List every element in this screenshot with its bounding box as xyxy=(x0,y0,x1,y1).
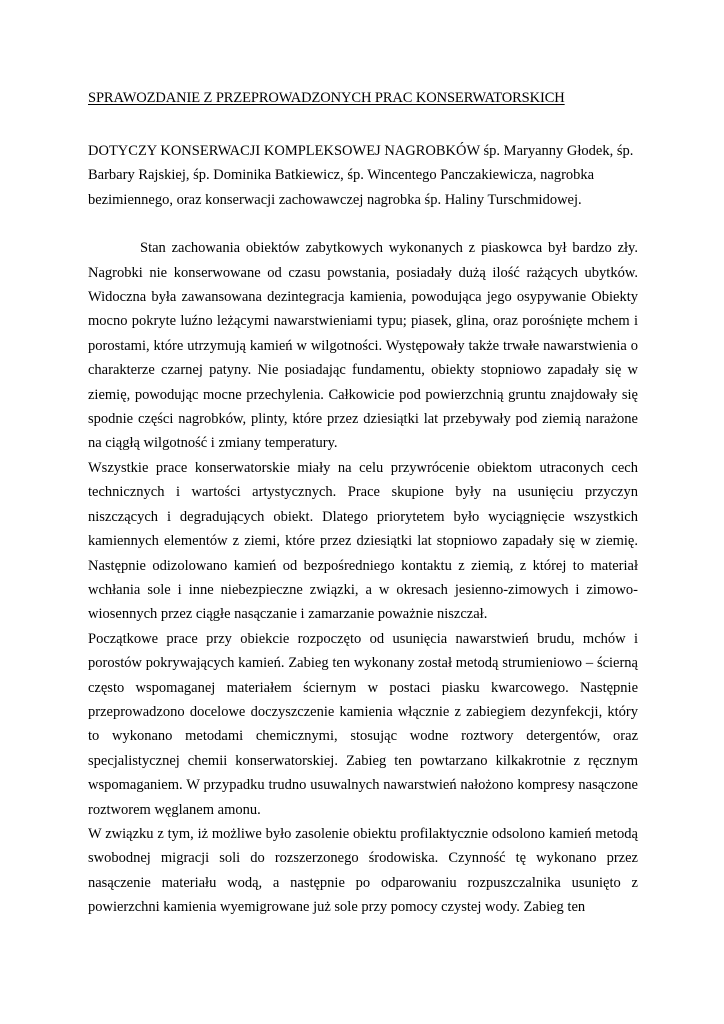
paragraph-goals: Wszystkie prace konserwatorskie miały na celu przywrócenie obiektom utraconych cech technicznych i wartości artystycznych. Prace skupione były na usunięciu przyczyn niszczących i degradujących obiekt. Dlatego priorytetem było wyciągnięcie wszystkich kamiennych elementów z ziemi, które przez dziesiątki lat stopniowo zapadały się w ziemię. Następnie odizolowano kamień od bezpośredniego kontaktu z ziemią, z której to materiał wchłania sole i inne niebezpieczne związki, a w okresach jesienno-zimowych i zimowo-wiosennych przez ciągłe nasączanie i zamarzanie poważnie niszczał. xyxy=(88,459,638,623)
document-body xyxy=(88,236,638,919)
paragraph-condition: Stan zachowania obiektów zabytkowych wykonanych z piaskowca był bardzo zły. Nagrobki nie konserwowane od czasu powstania, posiadały dużą ilość rażących ubytków. Widoczna była zawansowana dezintegracja kamienia, powodująca jego osypywanie Obiekty mocno pokryte luźno leżącymi nawarstwieniami typu; piasek, glina, oraz porośnięte mchem i porostami, które utrzymują kamień w wilgotności. Występowały także trwałe nawarstwienia o charakterze czarnej patyny. Nie posiadając fundamentu, obiekty stopniowo zapadały się w ziemię, powodując mocne przechylenia. Całkowicie pod powierzchnią gruntu znajdowały się spodnie części nagrobków, plinty, które przez dziesiątki lat przebywały pod ziemią narażone na ciągłą wilgotność i zmiany temperatury. xyxy=(88,240,638,452)
document-subtitle: DOTYCZY KONSERWACJI KOMPLEKSOWEJ NAGROBKÓW śp. Maryanny Głodek, śp. Barbary Rajskiej, śp. Dominika Batkiewicz, śp. Wincentego Panczakiewicza, nagrobka bezimiennego, oraz konserwacji zachowawczej nagrobka śp. Haliny Turschmidowej. xyxy=(88,143,634,208)
paragraph-desalination: W związku z tym, iż możliwe było zasolenie obiektu profilaktycznie odsolono kamień metodą swobodnej migracji soli do rozszerzonego środowiska. Czynność tę wykonano przez nasączenie materiału wodą, a następnie po odparowaniu rozpuszczalnika usunięto z powierzchni kamienia wyemigrowane już sole przy pomocy czystej wody. Zabieg ten xyxy=(88,825,638,916)
paragraph-cleaning: Początkowe prace przy obiekcie rozpoczęto od usunięcia nawarstwień brudu, mchów i porostów pokrywających kamień. Zabieg ten wykonany został metodą strumieniowo – ścierną często wspomaganej materiałem ściernym w postaci piasku kwarcowego. Następnie przeprowadzono docelowe doczyszczenie kamienia włącznie z zabiegiem dezynfekcji, który to wykonano metodami chemicznymi, stosując wodne roztwory detergentów, oraz specjalistycznej chemii konserwatorskiej. Zabieg ten powtarzano kilkakrotnie z ręcznym wspomaganiem. W przypadku trudno usuwalnych nawarstwień nałożono kompresy nasączone roztworem węglanem amonu. xyxy=(88,630,638,818)
document-title: SPRAWOZDANIE Z PRZEPROWADZONYCH PRAC KONSERWATORSKICH xyxy=(88,90,565,106)
document-page xyxy=(88,86,638,920)
